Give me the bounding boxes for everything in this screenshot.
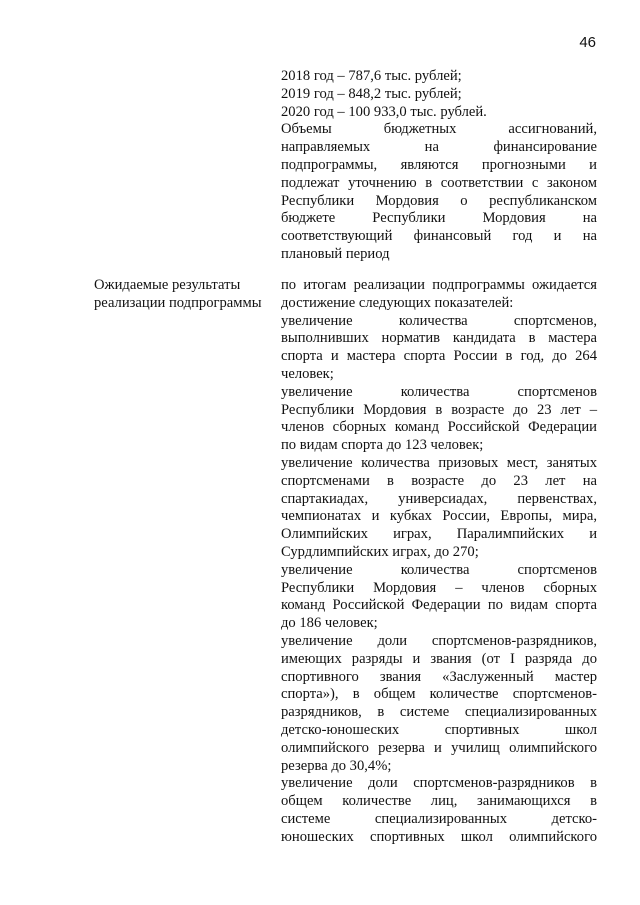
text-line: чемпионатах и кубках России, Европы, мира,: [281, 508, 597, 525]
text-line: Олимпийских играх, Паралимпийских и: [281, 526, 597, 543]
text-line-last: по видам спорта до 123 человек;: [281, 437, 484, 454]
text-line: увеличение количества спортсменов,: [281, 312, 597, 329]
text-line: детско-юношеских спортивных школ: [281, 721, 597, 738]
results-intro-paragraph: [281, 277, 597, 313]
text-line-last: до 186 человек;: [281, 615, 378, 632]
financing-year-2020: 2020 год – 100 933,0 тыс. рублей.: [281, 103, 487, 120]
financing-note-line: подпрограммы, являются прогнозными и: [281, 156, 597, 173]
text-line-last: достижение следующих показателей:: [281, 294, 514, 311]
financing-note-line: подлежат уточнению в соответствии с законом: [281, 174, 597, 191]
result-item-national-team-members: [281, 562, 597, 633]
text-line-last: резерва до 30,4%;: [281, 757, 392, 774]
result-item-candidate-masters: [281, 313, 597, 384]
financing-note-last-line: плановый период: [281, 245, 390, 262]
financing-note-line: бюджете Республики Мордовия на: [281, 210, 597, 227]
text-line: увеличение количества призовых мест, занятых: [281, 454, 597, 471]
financing-section: [281, 68, 597, 264]
text-line: команд Российской Федерации по видам спорта: [281, 597, 597, 614]
text-line: спартакиадах, универсиадах, первенствах,: [281, 490, 597, 507]
text-line: членов сборных команд Российской Федерации: [281, 419, 597, 436]
text-line: разрядников, в системе специализированных: [281, 704, 597, 721]
results-label: [94, 277, 274, 313]
text-line: спортсменами в возрасте до 23 лет на: [281, 472, 597, 489]
text-line: увеличение доли спортсменов-разрядников,: [281, 632, 597, 649]
financing-note-line: Республики Мордовия о республиканском: [281, 192, 597, 209]
text-line: спорта»), в общем количестве спортсменов-: [281, 686, 597, 703]
result-item-prize-places: [281, 455, 597, 562]
financing-year-2018: 2018 год – 787,6 тыс. рублей;: [281, 68, 462, 84]
text-line-last: Сурдлимпийских играх, до 270;: [281, 543, 479, 560]
text-line: увеличение количества спортсменов: [281, 383, 597, 400]
result-item-national-team-under-23: [281, 384, 597, 455]
text-line: олимпийского резерва и училищ олимпийского: [281, 739, 597, 756]
results-label-line: реализации подпрограммы: [94, 294, 262, 311]
result-item-ranked-athletes-share-total: [281, 775, 597, 846]
text-line: увеличение количества спортсменов: [281, 561, 597, 578]
text-line: юношеских спортивных школ олимпийского: [281, 828, 597, 845]
text-line: спортивного звания «Заслуженный мастер: [281, 668, 597, 685]
text-line: Республики Мордовия в возрасте до 23 лет –: [281, 401, 597, 418]
text-line: Республики Мордовия – членов сборных: [281, 579, 597, 596]
financing-note-line: Объемы бюджетных ассигнований,: [281, 121, 597, 138]
results-label-line: Ожидаемые результаты: [94, 277, 241, 293]
text-line: спорта и мастера спорта России в год, до 264: [281, 348, 597, 365]
financing-note-line: соответствующий финансовый год и на: [281, 228, 597, 245]
text-line: по итогам реализации подпрограммы ожидается: [281, 277, 597, 293]
text-line: увеличение доли спортсменов-разрядников в: [281, 775, 597, 792]
results-list: [281, 277, 597, 847]
text-line: выполнивших норматив кандидата в мастера: [281, 330, 597, 347]
result-item-ranked-athletes-share: [281, 633, 597, 775]
financing-note-line: направляемых на финансирование: [281, 139, 597, 156]
text-line: системе специализированных детско-: [281, 810, 597, 827]
page-number: 46: [579, 34, 596, 51]
text-line: имеющих разряды и звания (от I разряда до: [281, 650, 597, 667]
financing-year-2019: 2019 год – 848,2 тыс. рублей;: [281, 85, 462, 102]
text-line-last: человек;: [281, 365, 334, 382]
text-line: общем количестве лиц, занимающихся в: [281, 793, 597, 810]
